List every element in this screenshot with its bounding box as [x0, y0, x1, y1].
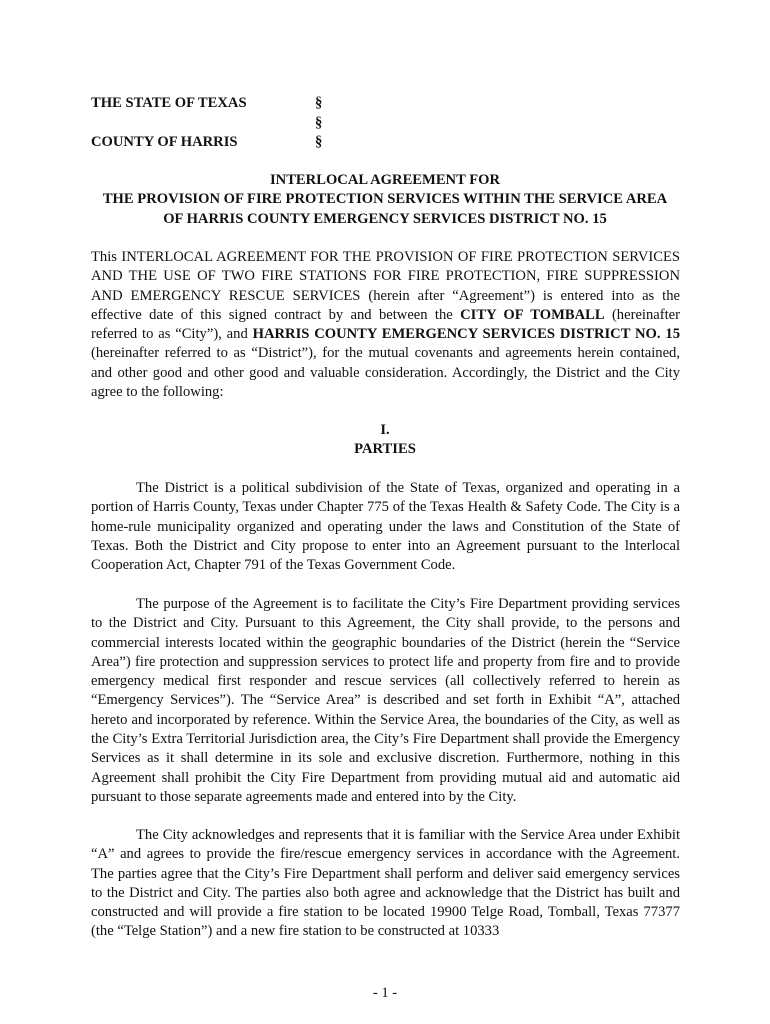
section-symbol: § — [315, 115, 323, 131]
city-name: CITY OF TOMBALL — [460, 306, 605, 323]
body-paragraph: The City acknowledges and represents that it is familiar with the Service Area under Exhibit “A” and agrees to provide the fire/rescue emergency services in accordance with the Agreement. The parties agree that the City’s Fire Department shall perform and deliver said emergency services to the District and City. The parties also both agree and acknowledge that the District has built and constructed and will provide a fire station to be located 19900 Telge Road, Tomball, Texas 77377 (the “Telge Station”) and a new fire station to be constructed at 10333 — [91, 827, 680, 940]
title-line: THE PROVISION OF FIRE PROTECTION SERVICES WITHIN THE SERVICE AREA — [102, 191, 668, 208]
page-number: - 1 - — [372, 985, 398, 1001]
section-number: I. — [380, 422, 390, 438]
section-title: PARTIES — [354, 441, 416, 458]
body-paragraph: The purpose of the Agreement is to facilitate the City’s Fire Department providing services to the District and City. Pursuant to this Agreement, the City shall provide, to the persons and commercial interests located within the geographic boundaries of the District (herein the “Service Area”) fire protection and suppression services to protect life and property from fire and to provide emergency medical first responder and rescue services (all collectively referred to herein as “Emergency Services”). The “Service Area” is described and set forth in Exhibit “A”, attached hereto and incorporated by reference. Within the Service Area, the boundaries of the City, as well as the City’s Extra Territorial Jurisdiction area, the City’s Fire Department shall provide the Emergency Services as it shall determine in its sole and exclusive discretion. Furthermore, nothing in this Agreement shall prohibit the City Fire Department from providing mutual aid and automatic aid pursuant to those separate agreements made and entered into by the City. — [91, 596, 680, 805]
section-symbol: § — [315, 95, 323, 111]
title-line: OF HARRIS COUNTY EMERGENCY SERVICES DISTRICT NO. 15 — [163, 210, 607, 227]
intro-text: (hereinafter referred to as “District”), for the mutual covenants and agreements herein contained, and other good and other good and valuable consideration. Accordingly, the District and the City agree to the following: — [91, 345, 680, 401]
section-symbol: § — [315, 134, 323, 150]
intro-text: This INTERLOCAL AGREEMENT FOR THE PROVISION OF FIRE PROTECTION SERVICES AND THE USE OF TWO FIRE STATIONS FOR FIRE PROTECTION, FIRE SUPPRESSION AND EMERGENCY RESCUE SERVICES (herein after “Agreement”) is entered into as the effective date of this signed contract by and between the — [91, 249, 680, 323]
intro-text: (hereinafter referred to as “City”), and — [91, 306, 681, 343]
intro-paragraph — [91, 248, 680, 402]
state-caption: THE STATE OF TEXAS — [91, 95, 247, 111]
body-paragraph: The District is a political subdivision of the State of Texas, organized and operating in a portion of Harris County, Texas under Chapter 775 of the Texas Health & Safety Code. The City is a home-rule municipality organized and operating under the laws and Constitution of the State of Texas. Both the District and City propose to enter into an Agreement pursuant to the lnterlocal Cooperation Act, Chapter 791 of the Texas Government Code. — [91, 480, 680, 574]
agreement-title — [60, 171, 710, 229]
county-caption: COUNTY OF HARRIS — [91, 134, 238, 150]
district-name: HARRIS COUNTY EMERGENCY SERVICES DISTRICT NO. 15 — [252, 326, 680, 343]
section-heading — [60, 421, 710, 460]
title-line: INTERLOCAL AGREEMENT FOR — [269, 172, 501, 188]
